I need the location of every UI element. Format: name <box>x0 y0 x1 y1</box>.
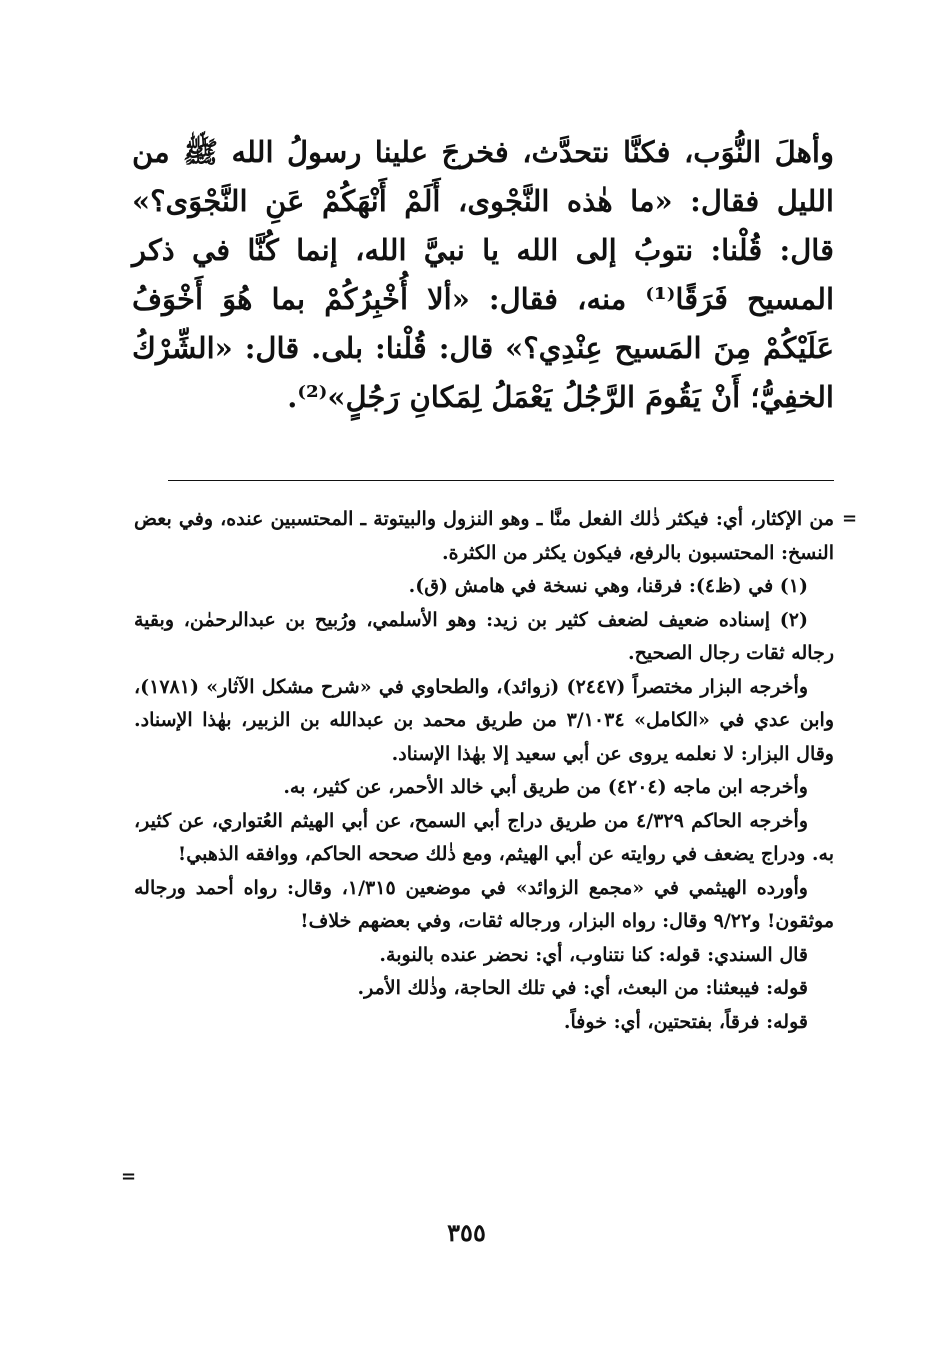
footnote-2: (٢) إسناده ضعيف لضعف كثير بن زيد: وهو الأسلمي، ورُبيح بن عبدالرحمٰن، وبقية رجاله ثقات رجال الصحيح. <box>134 608 834 664</box>
footnotes-block <box>134 503 834 1039</box>
footnote-sindi-2: قوله: فيبعثنا: من البعث، أي: في تلك الحاجة، وذٰلك الأمر. <box>357 977 808 999</box>
footnote-2-haythami: وأورده الهيثمي في «مجمع الزوائد» في موضعين ١/٣١٥، وقال: رواه أحمد ورجاله موثقون! و٩/٢٢ وقال: رواه البزار، ورجاله ثقات، وفي بعضهم خلاف! <box>134 876 834 932</box>
page-number: ٣٥٥ <box>447 1218 486 1247</box>
main-text-block <box>132 128 834 422</box>
footnote-continuation: من الإكثار، أي: فيكثر ذٰلك الفعل منَّا ـ وهو النزول والبيتوتة ـ المحتسبين عنده، وفي بعض النسخ: المحتسبون بالرفع، فيكون يكثر من الكثرة. <box>134 508 834 564</box>
footnote-sindi-1: قال السندي: قوله: كنا نتناوب، أي: نحضر عنده بالنوبة. <box>379 943 808 966</box>
footnote-1: (١) في (ظ٤): فرقنا، وهي نسخة في هامش (ق). <box>408 575 808 597</box>
footnote-2-ibn-majah: وأخرجه ابن ماجه (٤٢٠٤) من طريق أبي خالد الأحمر، عن كثير، به. <box>283 776 808 798</box>
continuation-mark-end: = <box>121 1166 137 1187</box>
footnote-separator <box>168 480 834 481</box>
footnote-sindi-3: قوله: فرقاً، بفتحتين، أي: خوفاً. <box>563 1010 808 1033</box>
main-paragraph: وأهلَ النُّوَب، فكنَّا نتحدَّث، فخرجَ علينا رسولُ الله ﷺ من الليل فقال: «ما هٰذه النَّجْوى، أَلَمْ أَنْهَكُمْ عَنِ النَّجْوَى؟» قال: قُلْنا: نتوبُ إلى الله يا نبيَّ الله، إنما كُنَّا في ذكر المسيح فَرَقًا⁽¹⁾ منه، فقال: «ألا أُخْبِرُكُمْ بما هُوَ أَخْوَفُ عَلَيْكُمْ مِنَ المَسيح عِنْدِي؟» قال: قُلْنا: بلى. قال: «الشِّرْكُ الخفِيُّ؛ أَنْ يَقُومَ الرَّجُلُ يَعْمَلُ لِمَكانِ رَجُلٍ»⁽²⁾. <box>132 135 835 414</box>
footnote-2-hakim: وأخرجه الحاكم ٤/٣٢٩ من طريق دراج أبي السمح، عن أبي الهيثم العُتواري، عن كثير، به. ودراج يضعف في روايته عن أبي الهيثم، ومع ذٰلك صححه الحاكم، ووافقه الذهبي! <box>134 809 834 865</box>
footnote-2-bazzar: وأخرجه البزار مختصراً (٢٤٤٧) (زوائد)، والطحاوي في «شرح مشكل الآثار» (١٧٨١)، وابن عدي في «الكامل» ٣/١٠٣٤ من طريق محمد بن عبدالله بن الزبير، بهٰذا الإسناد. وقال البزار: لا نعلمه يروى عن أبي سعيد إلا بهٰذا الإسناد. <box>134 675 834 765</box>
continuation-mark-start: = <box>842 508 858 529</box>
